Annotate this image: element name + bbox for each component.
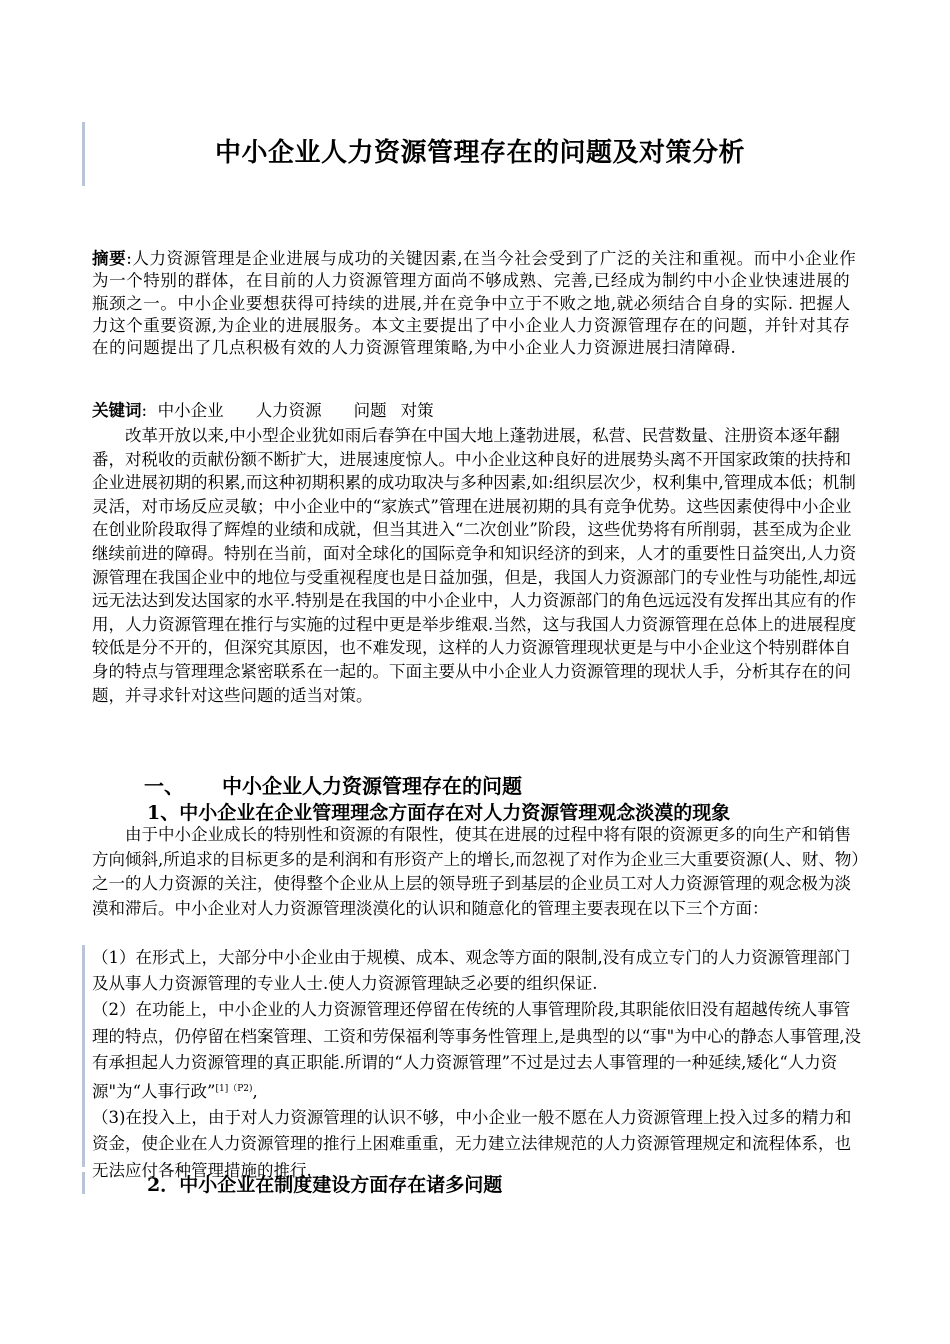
- keyword: 中小企业: [157, 401, 224, 420]
- item-list: [92, 945, 862, 1184]
- list-item-text: （2）在功能上，中小企业的人力资源管理还停留在传统的人事管理阶段,其职能依旧没有超越传统人事管理的特点，仍停留在档案管理、工资和劳保福利等事务性管理上,是典型的以“事"为中心的静态人事管理,没有承担起人力资源管理的真正职能.所谓的“人力资源管理”不过是过去人事管理的一种延续,矮化“人力资源"为“人事行政”: [92, 1000, 862, 1102]
- keywords-separator: :: [141, 401, 148, 420]
- section-heading: [144, 770, 522, 799]
- subsection-paragraph: 由于中小企业成长的特别性和资源的有限性，使其在进展的过程中将有限的资源更多的向生产和销售方向倾斜,所追求的目标更多的是利润和有形资产上的增长,而忽视了对作为企业三大重要资源(人、财、物）之一的人力资源的关注，使得整个企业从上层的领导班子到基层的企业员工对人力资源管理的观念极为淡漠和滞后。中小企业对人力资源管理淡漠化的认识和随意化的管理主要表现在以下三个方面：: [92, 825, 860, 918]
- keyword: 问题: [353, 401, 387, 420]
- keyword: 人力资源: [255, 401, 322, 420]
- subsection-heading: 2．中小企业在制度建设方面存在诸多问题: [147, 1174, 503, 1196]
- abstract-label: 摘要: [92, 249, 127, 268]
- section-number: 一、: [144, 774, 184, 798]
- margin-bar: [82, 1172, 85, 1194]
- list-item: （3)在投入上，由于对人力资源管理的认识不够，中小企业一般不愿在人力资源管理上投入过多的精力和资金，使企业在人力资源管理的推行上困难重重，无力建立法律规范的人力资源管理规定和流程体系，也无法应付各种管理措施的推行.: [92, 1108, 852, 1180]
- abstract-paragraph: [92, 248, 862, 359]
- list-item-tail: ,: [252, 1082, 258, 1102]
- section-title: 中小企业人力资源管理存在的问题: [222, 774, 522, 798]
- margin-bar: [82, 945, 85, 1167]
- citation: [1]（P2): [215, 1084, 253, 1095]
- keyword: 对策: [400, 401, 434, 420]
- margin-bar: [82, 122, 85, 186]
- list-item: （1）在形式上，大部分中小企业由于规模、成本、观念等方面的限制,没有成立专门的人力资源管理部门及从事人力资源管理的专业人士.使人力资源管理缺乏必要的组织保证.: [92, 948, 851, 994]
- intro-paragraph: 改革开放以来,中小型企业犹如雨后春笋在中国大地上蓬勃进展，私营、民营数量、注册资本逐年翻番，对税收的贡献份额不断扩大，进展速度惊人。中小企业这种良好的进展势头离不开国家政策的扶持和企业进展初期的积累,而这种初期积累的成功取决与多种因素,如:组织层次少，权利集中,管理成本低；机制灵活，对市场反应灵敏；中小企业中的“家族式”管理在进展初期的具有竞争优势。这些因素使得中小企业在创业阶段取得了辉煌的业绩和成就，但当其进入“二次创业”阶段，这些优势将有所削弱，甚至成为企业继续前进的障碍。特别在当前，面对全球化的国际竞争和知识经济的到来，人才的重要性日益突出,人力资源管理在我国企业中的地位与受重视程度也是日益加强，但是，我国人力资源部门的专业性与功能性,却远远无法达到发达国家的水平.特别是在我国的中小企业中，人力资源部门的角色远远没有发挥出其应有的作用，人力资源管理在推行与实施的过程中更是举步维艰.当然，这与我国人力资源管理在总体上的进展程度较低是分不开的，但深究其原因，也不难发现，这样的人力资源管理现状更是与中小企业这个特别群体自身的特点与管理理念紧密联系在一起的。下面主要从中小企业人力资源管理的现状人手，分析其存在的问题，并寻求针对这些问题的适当对策。: [92, 426, 857, 705]
- list-item: [92, 997, 862, 1105]
- subsection-heading: 1、中小企业在企业管理理念方面存在对人力资源管理观念淡漠的现象: [147, 802, 731, 824]
- abstract-text: :人力资源管理是企业进展与成功的关键因素,在当今社会受到了广泛的关注和重视。而中小企业作为一个特别的群体，在目前的人力资源管理方面尚不够成熟、完善,已经成为制约中小企业快速进展的瓶颈之一。中小企业要想获得可持续的进展,并在竞争中立于不败之地,就必须结合自身的实际. 把握人力这个重要资源,为企业的进展服务。本文主要提出了中小企业人力资源管理存在的问题，并针对其存在的问题提出了几点积极有效的人力资源管理策略,为中小企业人力资源进展扫清障碍.: [92, 249, 857, 358]
- keywords-label: 关键词: [92, 401, 142, 420]
- keywords-line: [92, 400, 862, 422]
- document-title: 中小企业人力资源管理存在的问题及对策分析: [214, 138, 745, 168]
